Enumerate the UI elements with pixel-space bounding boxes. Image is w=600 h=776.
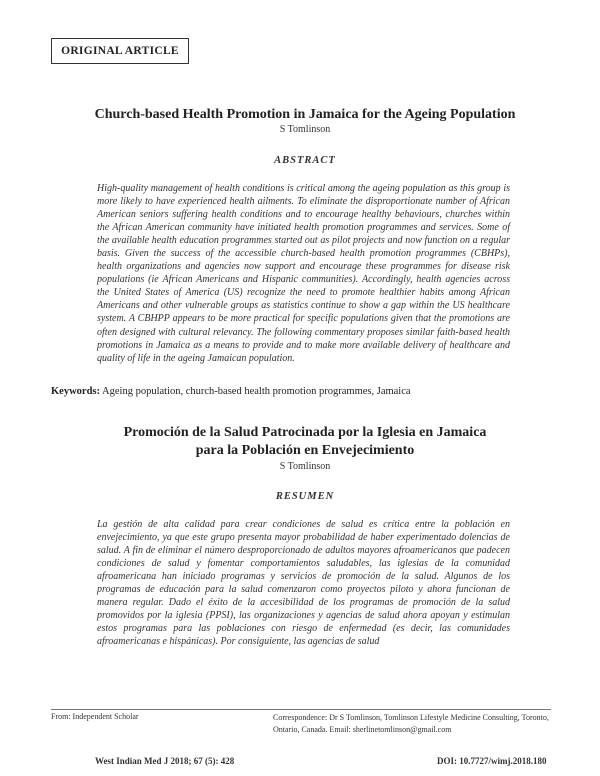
doi: DOI: 10.7727/wimj.2018.180 [437,756,547,766]
english-author: S Tomlinson [279,124,331,135]
spanish-abstract: La gestión de alta calidad para crear condiciones de salud es crítica entre la población en envejecimiento, ya que este grupo presenta mayor probabilidad de haber experimentado dolencias de salud. A fin de eliminar el número desproporcionado de adultos mayores afroamericanos que padecen condiciones de salud y fomentar comportamientos saludables, las iglesias de la comunidad afroamericana han iniciado programas y servicios de promoción de la salud. Algunos de los programas de educación para la salud comenzaron como proyectos piloto y ahora funcionan de manera regular. Dado el éxito de la accesibilidad de los programas de promoción de la salud promovidos por la iglesia (PPSI), las organizaciones y agencias de salud ahora apoyan y estimulan estos programas para las poblaciones con riesgo de enfermedad (es decir, las comunidades afroamericanas e hispánicas). Por consiguiente, las agencias de salud [97,519,510,648]
resumen-heading: RESUMEN [275,491,335,502]
abstract-heading: ABSTRACT [274,155,336,166]
keywords-label: Keywords: [51,386,100,397]
journal-citation: West Indian Med J 2018; 67 (5): 428 [95,756,235,766]
author-affiliation: From: Independent Scholar [51,712,139,721]
keywords-value: Ageing population, church-based health promotion programmes, Jamaica [100,386,411,397]
footer-rule [51,709,551,710]
spanish-author: S Tomlinson [279,461,331,472]
keywords [51,386,551,397]
correspondence-note: Correspondence: Dr S Tomlinson, Tomlinson Lifestyle Medicine Consulting, Toronto, Ontario, Canada. Email: sherlinetomlinson@gmail.com [273,713,549,734]
english-title: Church-based Health Promotion in Jamaica for the Ageing Population [94,107,516,122]
spanish-title: Promoción de la Salud Patrocinada por la Iglesia en Jamaica para la Población en Envejecimiento [123,425,487,458]
english-abstract: High-quality management of health conditions is critical among the ageing population as this group is more likely to have experienced health ailments. To eliminate the disproportionate number of African American seniors suffering health conditions and to encourage healthy behaviours, churches within the African American community have initiated health promotion programmes and services. Some of the available health education programmes started out as pilot projects and now function on a regular basis. Given the success of the accessible church-based health promotion programmes (CBHPs), health organizations and agencies now support and encourage these programmes for disease risk populations (ie African Americans and Hispanic communities). Accordingly, health agencies across the United States of America (US) recognize the need to promote healthier habits among African Americans and other vulnerable groups as statistics continue to show a gap within the US healthcare system. A CBHPP appears to be more practical for specific populations given that the promotions are often designed with cultural relevancy. The following commentary proposes similar faith-based health promotions in Jamaica as a means to provide and to make more available delivery of healthcare and quality of life in the ageing Jamaican population. [97,183,510,364]
article-type-badge: ORIGINAL ARTICLE [51,38,189,64]
